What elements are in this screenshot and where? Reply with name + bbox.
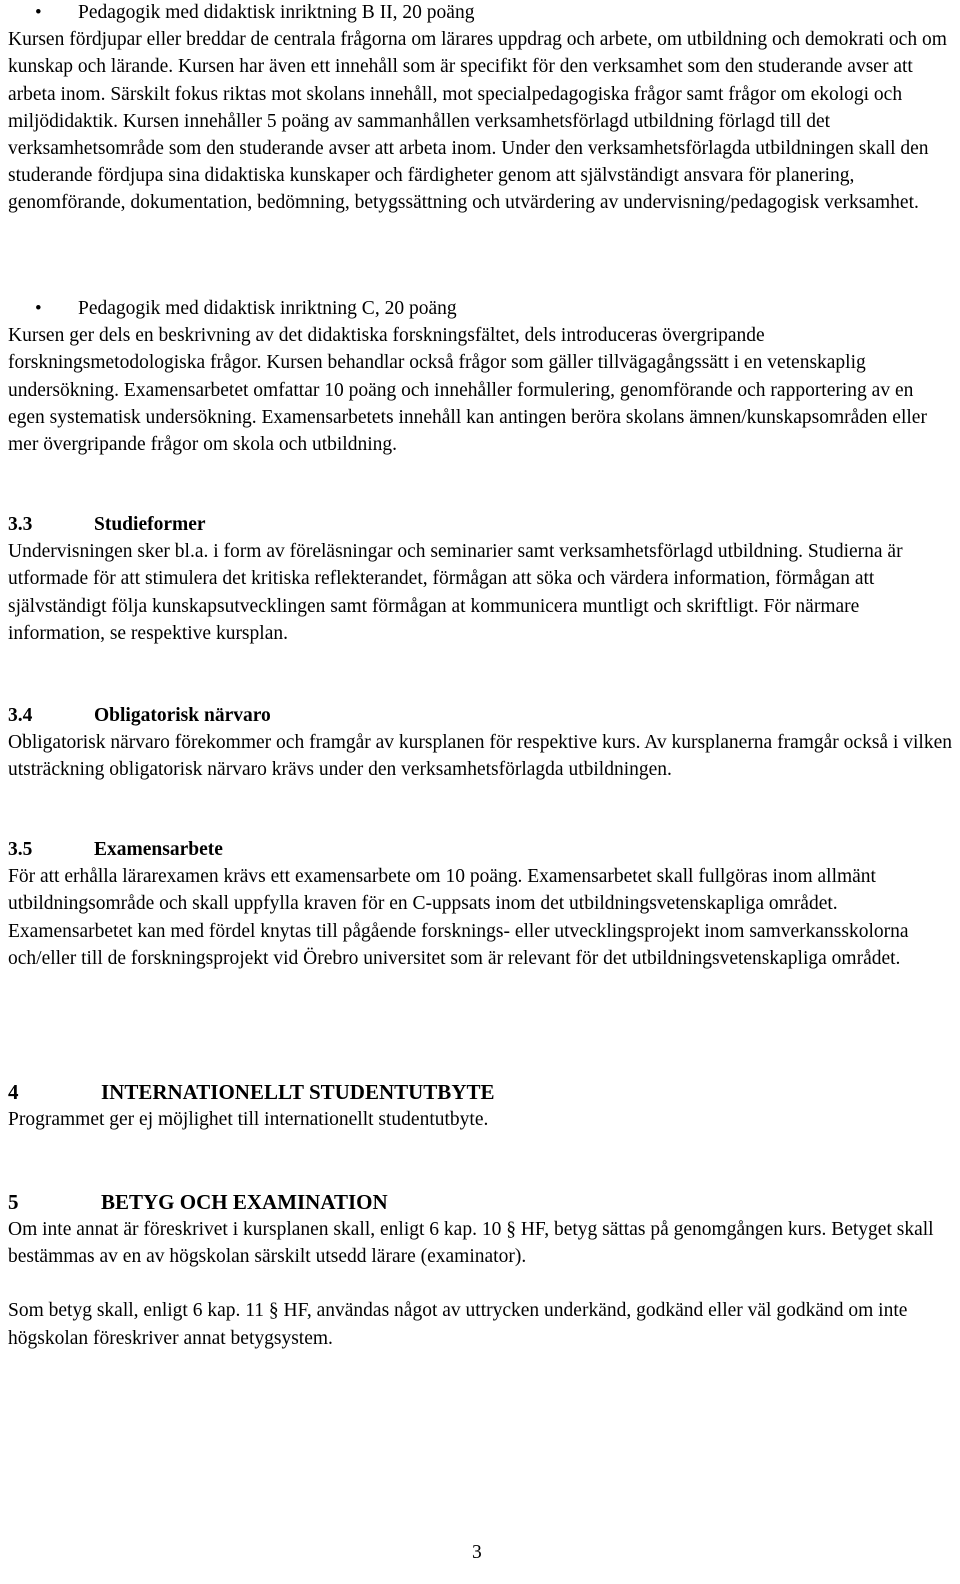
course-heading-text: Pedagogik med didaktisk inriktning B II, 20 poäng (78, 2, 475, 23)
section-heading (8, 1188, 953, 1216)
section-body-paragraph-1: Om inte annat är föreskrivet i kursplanen skall, enligt 6 kap. 10 § HF, betyg sättas på genomgången kurs. Betyget skall bestämmas av en av högskolan särskilt utsedd lärare (examinator). (8, 1219, 934, 1268)
bullet-icon: • (35, 298, 42, 319)
section-title: Examensarbete (94, 839, 223, 860)
section-number: 3.4 (8, 705, 33, 726)
section-body: Undervisningen sker bl.a. i form av föreläsningar och seminarier samt verksamhetsförlagd utbildning. Studierna är utformade för att stimulera det kritiska reflekterandet, förmågan att söka och värdera information, förmågan att självständigt följa kunskapsutvecklingen samt förmågan at kommunicera muntligt och skriftligt. För närmare information, se respektive kursplan. (8, 541, 903, 644)
section-title: INTERNATIONELLT STUDENTUTBYTE (101, 1080, 495, 1104)
section-heading (8, 511, 953, 538)
section-3-3 (8, 511, 953, 647)
section-number: 5 (8, 1190, 19, 1214)
section-title: Studieformer (94, 514, 206, 535)
course-block-c (8, 295, 953, 458)
section-title: Obligatorisk närvaro (94, 705, 271, 726)
page-number: 3 (472, 1542, 482, 1563)
section-number: 3.5 (8, 839, 33, 860)
bullet-icon: • (35, 2, 42, 23)
section-heading (8, 1078, 953, 1106)
section-body-paragraph-2: Som betyg skall, enligt 6 kap. 11 § HF, användas något av uttrycken underkänd, godkänd eller väl godkänd om inte högskolan föreskriver annat betygsystem. (8, 1300, 908, 1349)
section-5 (8, 1188, 953, 1352)
section-body: Obligatorisk närvaro förekommer och framgår av kursplanen för respektive kurs. Av kursplanerna framgår också i vilken utsträckning obligatorisk närvaro krävs under den verksamhetsförlagda utbildningen. (8, 732, 952, 781)
section-body: Programmet ger ej möjlighet till internationellt studentutbyte. (8, 1109, 489, 1130)
course-heading (8, 295, 953, 322)
section-body: För att erhålla lärarexamen krävs ett examensarbete om 10 poäng. Examensarbetet skall fullgöras inom allmänt utbildningsområde och skall uppfylla kraven för en C-uppsats inom det utbildningsvetenskapliga området. Examensarbetet kan med fördel knytas till pågående forsknings- eller utvecklingsprojekt inom samverkansskolorna och/eller till de forskningsprojekt vid Örebro universitet som är relevant för det utbildningsvetenskapliga området. (8, 866, 909, 969)
course-description: Kursen fördjupar eller breddar de centrala frågorna om lärares uppdrag och arbete, om utbildning och demokrati och om kunskap och lärande. Kursen har även ett innehåll som är specifikt för den verksamhet som den studerande avser att arbeta inom. Särskilt fokus riktas mot skolans innehåll, mot specialpedagogiska frågor samt frågor om ekologi och miljödidaktik. Kursen innehåller 5 poäng av sammanhållen verksamhetsförlagd utbildning förlagd till det verksamhetsområde som den studerande avser att arbeta inom. Under den verksamhetsförlagda utbildningen skall den studerande fördjupa sina didaktiska kunskaper och färdigheter genom att självständigt ansvara för planering, genomförande, dokumentation, bedömning, betygssättning och utvärdering av undervisning/pedagogisk verksamhet. (8, 29, 947, 214)
section-3-5 (8, 836, 953, 972)
section-heading (8, 702, 953, 729)
section-number: 4 (8, 1080, 19, 1104)
section-number: 3.3 (8, 514, 33, 535)
course-block-b2 (8, 0, 953, 217)
section-heading (8, 836, 953, 863)
course-description: Kursen ger dels en beskrivning av det didaktiska forskningsfältet, dels introduceras övergripande forskningsmetodologiska frågor. Kursen behandlar också frågor som gäller tillvägagångssätt i en vetenskaplig undersökning. Examensarbetet omfattar 10 poäng och innehåller formulering, genomförande och rapportering av en egen systematisk undersökning. Examensarbetets innehåll kan antingen beröra skolans ämnen/kunskapsområden eller mer övergripande frågor om skola och utbildning. (8, 325, 927, 456)
section-3-4 (8, 702, 953, 784)
section-4 (8, 1078, 953, 1133)
course-heading (8, 0, 953, 26)
section-title: BETYG OCH EXAMINATION (101, 1190, 388, 1214)
course-heading-text: Pedagogik med didaktisk inriktning C, 20 poäng (78, 298, 457, 319)
